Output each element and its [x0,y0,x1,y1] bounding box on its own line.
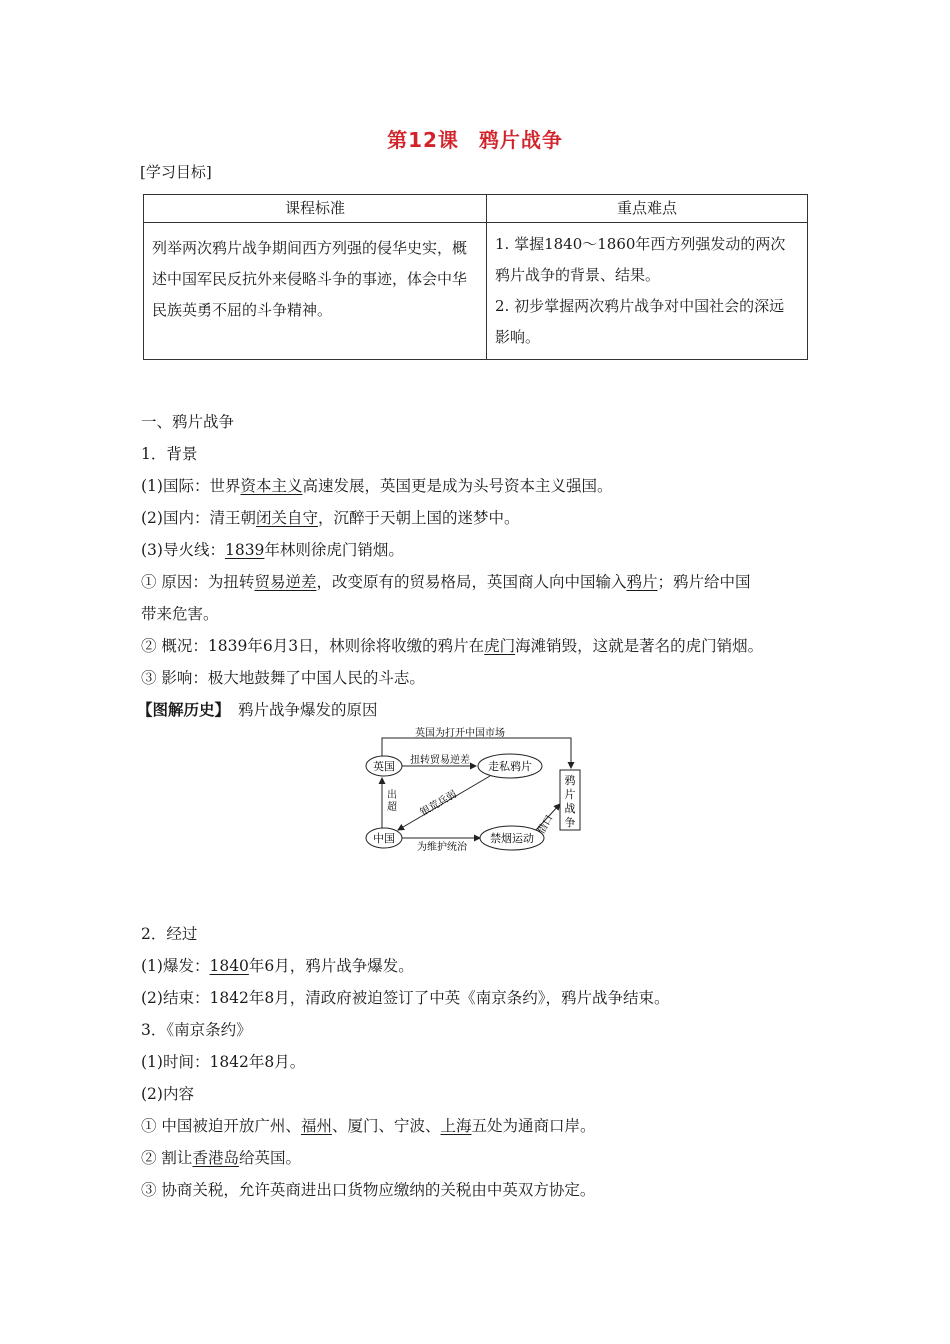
cede-line [141,1146,301,1168]
cause-diagram [360,722,590,857]
top-label: 英国为打开中国市场 [415,728,505,739]
overview-pre: ② 概况：1839年6月3日，林则徐将收缴的鸦片在 [141,637,485,655]
key-point-2: 2. 初步掌握两次鸦片战争对中国社会的深远影响。 [495,297,785,346]
silver-label: 银荒兵弱 [418,789,459,819]
intl-post: 高速发展，英国更是成为头号资本主义强国。 [302,477,613,495]
war-label: 鸦片战争 [564,774,576,829]
pretext-label: 借口 [536,813,556,837]
standard-cell [144,223,487,360]
domestic-line [141,506,520,528]
key-points-cell [487,223,808,360]
trade-label: 扭转贸易逆差 [410,755,470,766]
cede-post: 给英国。 [238,1149,301,1167]
fuse-post: 年林则徐虎门销烟。 [264,541,404,559]
cede-answer: 香港岛 [192,1149,239,1167]
cede-pre: ② 割让 [141,1149,193,1167]
domestic-answer: 闭关自守 [255,509,318,527]
fuse-answer: 1839 [224,541,265,559]
outbreak-pre: (1)爆发： [141,957,210,975]
ports-answer-2: 上海 [440,1117,472,1135]
lesson-topic: 鸦片战争 [478,128,563,152]
course-heading: 2．经过 [141,925,198,943]
cause-line [141,570,751,592]
domestic-post: ，沉醉于天朝上国的迷梦中。 [317,509,520,527]
overview-line [141,634,763,656]
fuse-line [141,538,404,560]
cause-post: ；鸦片给中国 [657,573,751,591]
domestic-pre: (2)国内：清王朝 [141,509,256,527]
key-point-1: 1. 掌握1840～1860年西方列强发动的两次鸦片战争的背景、结果。 [495,235,786,284]
background-heading: 1．背景 [141,445,198,463]
ports-line [141,1114,596,1136]
overview-answer: 虎门 [484,637,516,655]
ports-pre: ① 中国被迫开放广州、 [141,1117,301,1135]
tariff-line: ③ 协商关税，允许英商进出口货物应缴纳的关税由中英双方协定。 [141,1181,596,1199]
header-key-points: 重点难点 [487,195,808,223]
standard-text: 列举两次鸦片战争期间西方列强的侵华史实，概述中国军民反抗外来侵略斗争的事迹，体会中华民族英勇不屈的斗争精神。 [152,239,468,319]
treaty-content: (2)内容 [141,1085,194,1103]
china-label: 中国 [373,832,395,845]
cause-answer-2: 鸦片 [626,573,658,591]
britain-label: 英国 [373,760,395,773]
goals-table [143,194,808,360]
lesson-number: 第12课 [387,128,459,152]
impact-line: ③ 影响：极大地鼓舞了中国人民的斗志。 [141,669,425,687]
cause-mid: ，改变原有的贸易格局，英国商人向中国输入 [316,573,627,591]
diagram-title: 鸦片战争爆发的原因 [238,701,378,719]
header-standard: 课程标准 [144,195,487,223]
cause-answer-1: 贸易逆差 [254,573,317,591]
intl-line [141,474,613,496]
section-heading: 一、鸦片战争 [141,413,235,431]
overview-post: 海滩销毁，这就是著名的虎门销烟。 [515,637,764,655]
cause-pre: ① 原因：为扭转 [141,573,255,591]
ports-mid: 、厦门、宁波、 [331,1117,441,1135]
outbreak-line [141,954,414,976]
diagram-label: 【图解历史】 [137,701,231,719]
cause-line-2: 带来危害。 [141,605,219,623]
intl-answer: 资本主义 [240,477,303,495]
treaty-time: (1)时间：1842年8月。 [141,1053,306,1071]
ports-post: 五处为通商口岸。 [471,1117,596,1135]
ports-answer-1: 福州 [300,1117,332,1135]
end-line: (2)结束：1842年8月，清政府被迫签订了中英《南京条约》，鸦片战争结束。 [141,989,670,1007]
outbreak-answer: 1840 [209,957,249,975]
diagram-caption [137,698,378,720]
outflow-label: 出超 [387,790,397,813]
page-title [0,124,950,153]
fuse-pre: (3)导火线： [141,541,225,559]
rule-label: 为维护统治 [417,842,467,853]
goals-label: [学习目标] [140,163,212,181]
treaty-heading: 3．《南京条约》 [141,1021,252,1039]
intl-pre: (1)国际：世界 [141,477,241,495]
ban-label: 禁烟运动 [490,832,534,845]
outbreak-post: 年6月，鸦片战争爆发。 [248,957,414,975]
smuggle-label: 走私鸦片 [488,760,532,773]
